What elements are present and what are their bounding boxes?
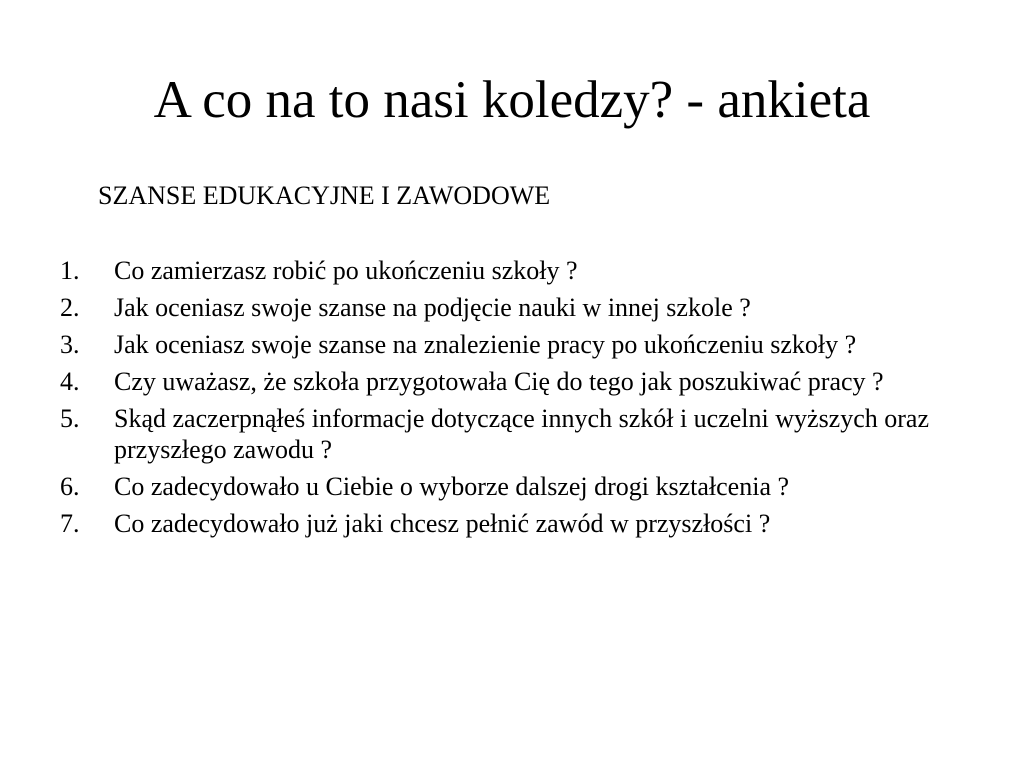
question-number: 4. <box>60 367 80 396</box>
question-number: 7. <box>60 509 80 538</box>
slide-subtitle: SZANSE EDUKACYJNE I ZAWODOWE <box>98 181 551 210</box>
question-item <box>60 471 970 502</box>
question-number: 3. <box>60 330 80 359</box>
question-text: Czy uważasz, że szkoła przygotowała Cię do tego jak poszukiwać pracy ? <box>114 367 884 396</box>
question-text: Skąd zaczerpnąłeś informacje dotyczące innych szkół i uczelni wyższych oraz przyszłego zawodu ? <box>114 404 930 464</box>
question-number: 2. <box>60 293 80 322</box>
question-number: 6. <box>60 472 80 501</box>
question-text: Co zadecydowało już jaki chcesz pełnić zawód w przyszłości ? <box>114 509 771 538</box>
question-text: Co zadecydowało u Ciebie o wyborze dalszej drogi kształcenia ? <box>114 472 790 501</box>
question-item <box>60 366 970 397</box>
question-text: Co zamierzasz robić po ukończeniu szkoły ? <box>114 256 578 285</box>
question-item <box>60 292 970 323</box>
question-item <box>60 329 970 360</box>
question-number: 5. <box>60 404 80 433</box>
question-item <box>60 508 970 539</box>
question-item <box>60 403 970 465</box>
slide-title: A co na to nasi koledzy? - ankieta <box>153 71 871 129</box>
question-list <box>60 255 970 545</box>
question-number: 1. <box>60 256 80 285</box>
question-text: Jak oceniasz swoje szanse na znalezienie pracy po ukończeniu szkoły ? <box>114 330 857 359</box>
question-item <box>60 255 970 286</box>
question-text: Jak oceniasz swoje szanse na podjęcie nauki w innej szkole ? <box>114 293 751 322</box>
